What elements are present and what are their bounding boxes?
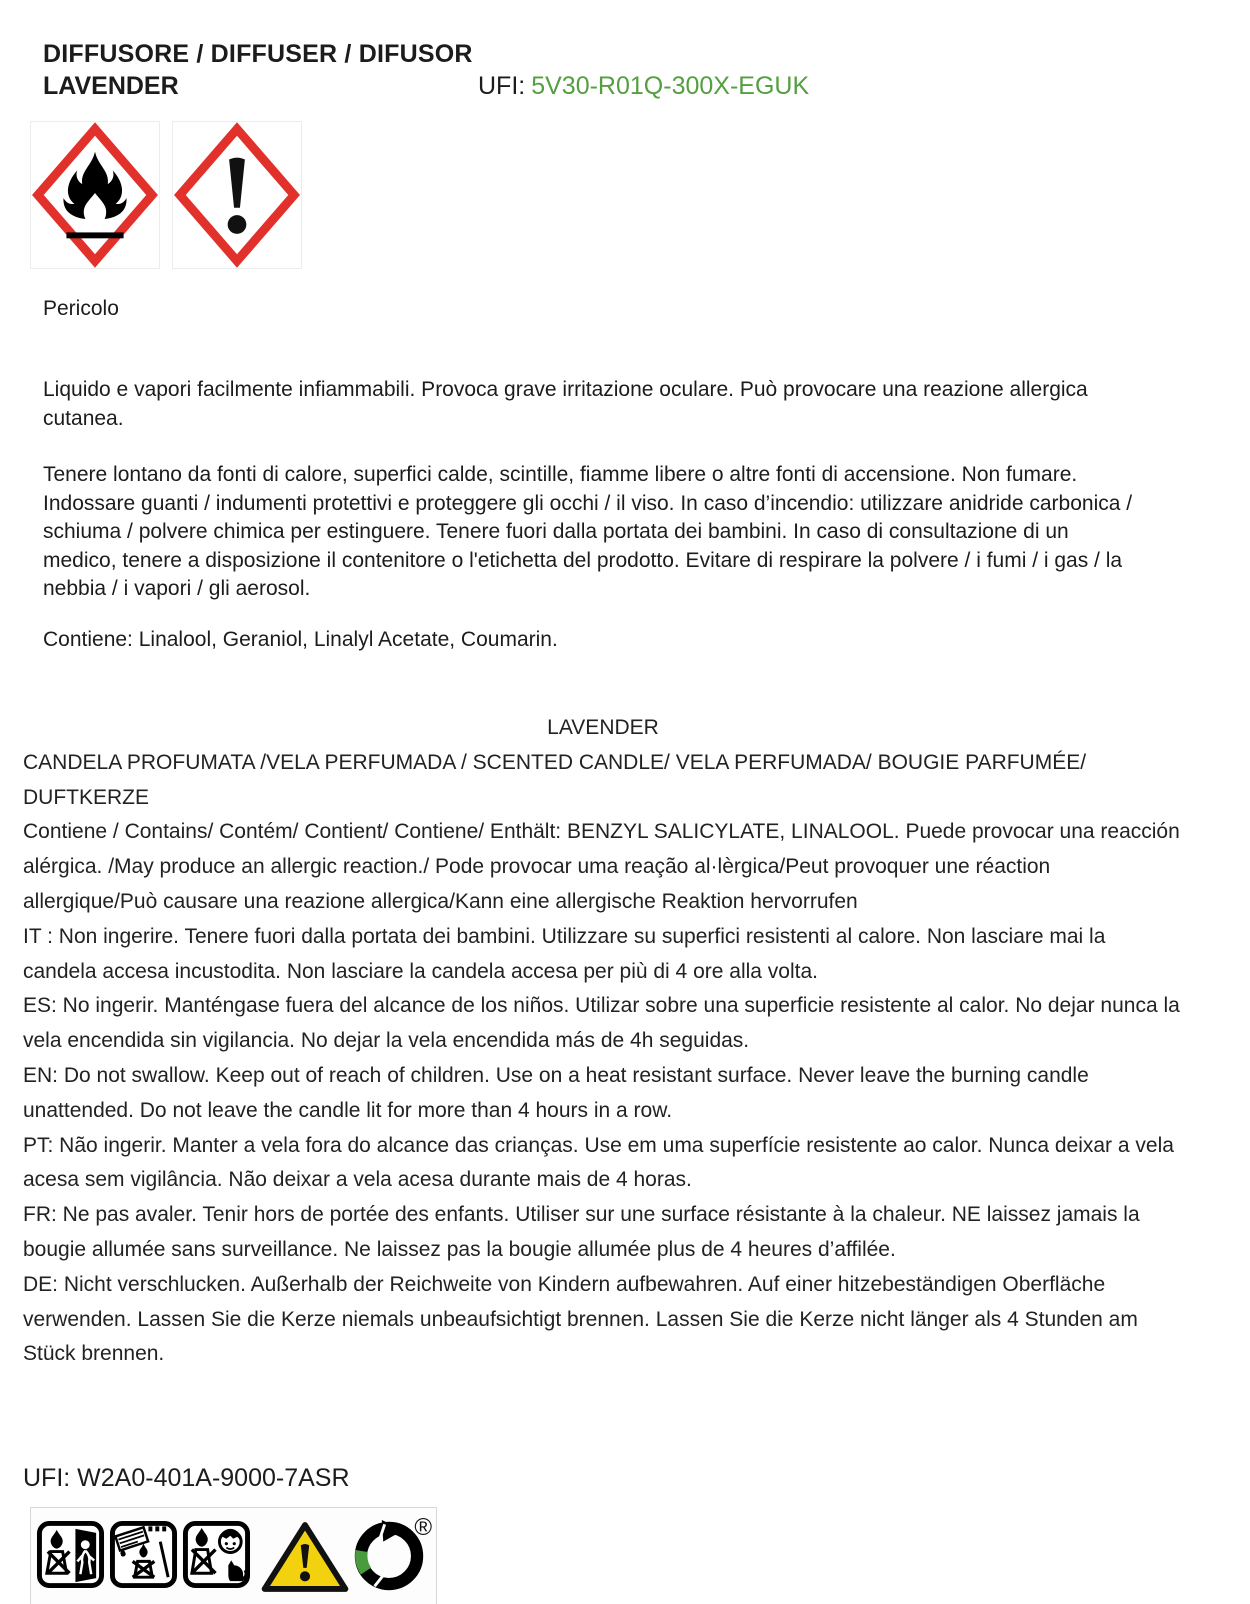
document-title: DIFFUSORE / DIFFUSER / DIFUSOR [43,40,473,68]
candle-flammables-icon [109,1520,178,1589]
candle-children-pets-icon [182,1520,251,1589]
instruction-it: IT : Non ingerire. Tenere fuori dalla portata dei bambini. Utilizzare su superfici resistenti al calore. Non lasciare mai la candela accesa incustodita. Non lasciare la candela accesa per più di 4 ore alla volta. [23,924,1106,983]
instruction-en: EN: Do not swallow. Keep out of reach of children. Use on a heat resistant surface. Never leave the burning candle unattended. Do not leave the candle lit for more than 4 hours in a row. [23,1063,1089,1122]
candle-title: LAVENDER [547,716,659,739]
ufi-label: UFI: [478,72,526,100]
flame-diamond-svg [31,122,159,268]
candle-unattended-icon [36,1520,105,1589]
candle-section [23,711,1183,1372]
ufi-bottom: UFI: W2A0-401A-9000-7ASR [23,1464,350,1492]
registered-trademark-symbol: ® [414,1514,432,1541]
candle-safety-icons-panel [30,1507,437,1604]
instruction-es: ES: No ingerir. Manténgase fuera del alcance de los niños. Utilizar sobre una superficie resistente al calor. No dejar nunca la vela encendida sin vigilancia. No dejar la vela encendida más de 4h seguidas. [23,994,1180,1053]
precautionary-statements: Tenere lontano da fonti di calore, superfici calde, scintille, fiamme libere o altre fonti di accensione. Non fumare. Indossare guanti / indumenti protettivi e proteggere gli occhi / il viso. In caso d’incendio: utilizzare anidride carbonica / schiuma / polvere chimica per estinguere. Tenere fuori dalla portata dei bambini. In caso di consultazione di un medico, tenere a disposizione il contenitore o l'etichetta del prodotto. Evitare di respirare la polvere / i fumi / i gas / la nebbia / i vapori / gli aerosol. [43,463,1133,600]
instruction-pt: PT: Não ingerir. Manter a vela fora do alcance das crianças. Use em uma superfície resistente ao calor. Nunca deixar a vela acesa sem vigilância. Não deixar a vela acesa durante mais de 4 horas. [23,1133,1174,1192]
ghs-flammable-icon [30,121,160,269]
warning-triangle-icon [261,1520,349,1594]
exclamation-diamond-svg [173,122,301,268]
hazard-statements: Liquido e vapori facilmente infiammabili. Provoca grave irritazione oculare. Può provocare una reazione allergica cutanea. [43,378,1088,430]
allergen-note: Contiene / Contains/ Contém/ Contient/ Contiene/ Enthält: BENZYL SALICYLATE, LINALOOL. Puede provocar una reacción alérgica. /May produce an allergic reaction./ Pode provocar uma reação al·lèrgica/Peut provoquer une réaction allergique/Può causare una reazione allergica/Kann eine allergische Reaktion hervorrufen [23,820,1180,913]
header-line2 [43,72,1203,101]
ufi-top [478,72,809,101]
product-name: LAVENDER [43,72,179,100]
signal-word: Pericolo [43,297,119,320]
instruction-de: DE: Nicht verschlucken. Außerhalb der Reichweite von Kindern aufbewahren. Auf einer hitzebeständigen Oberfläche verwenden. Lassen Sie die Kerze niemals unbeaufsichtigt brennen. Lassen Sie die Kerze nicht länger als 4 Stunden am Stück brennen. [23,1272,1138,1366]
ufi-value: 5V30-R01Q-300X-EGUK [531,72,810,100]
ghs-exclamation-icon [172,121,302,269]
contains-statement: Contiene: Linalool, Geraniol, Linalyl Acetate, Coumarin. [43,628,558,651]
ghs-pictograms-row [30,121,302,269]
instruction-fr: FR: Ne pas avaler. Tenir hors de portée des enfants. Utiliser sur une surface résistante à la chaleur. NE laissez jamais la bougie allumée sans surveillance. Ne laissez pas la bougie allumée plus de 4 heures d’affilée. [23,1203,1140,1261]
green-dot-recycling-icon [353,1514,432,1590]
candle-subtitle: CANDELA PROFUMATA /VELA PERFUMADA / SCENTED CANDLE/ VELA PERFUMADA/ BOUGIE PARFUMÉE/ DUFTKERZE [23,750,1087,809]
